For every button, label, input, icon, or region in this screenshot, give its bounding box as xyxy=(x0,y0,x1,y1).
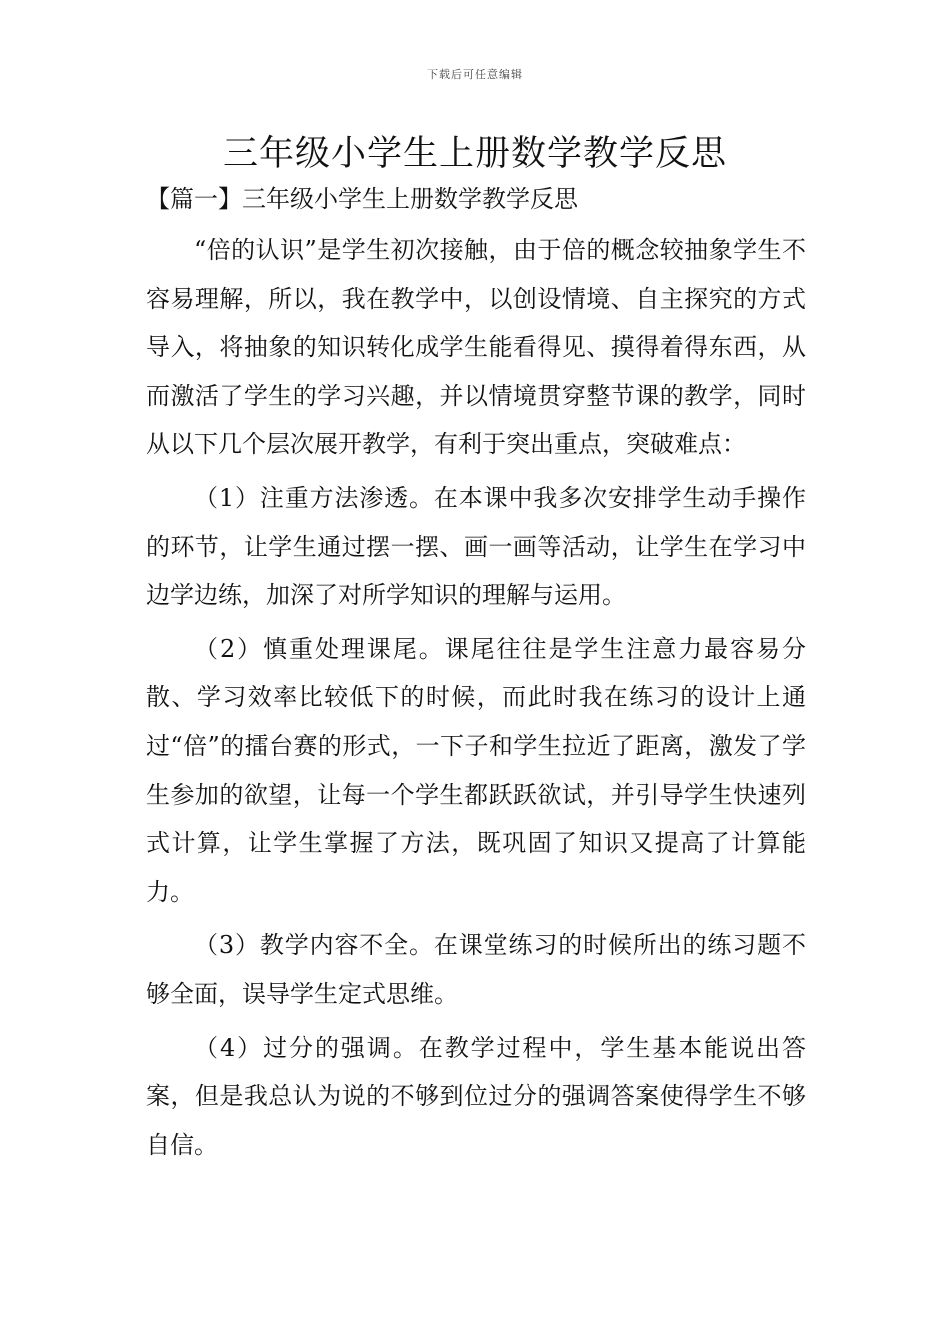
paragraph-point-3: （3）教学内容不全。在课堂练习的时候所出的练习题不够全面，误导学生定式思维。 xyxy=(146,931,806,1008)
document-title: 三年级小学生上册数学教学反思 xyxy=(222,134,727,174)
paragraph-point-1: （1）注重方法渗透。在本课中我多次安排学生动手操作的环节，让学生通过摆一摆、画一画等活动，让学生在学习中边学边练，加深了对所学知识的理解与运用。 xyxy=(146,483,806,610)
body-text xyxy=(146,226,806,1174)
section-heading: 【篇一】三年级小学生上册数学教学反思 xyxy=(146,185,578,213)
paragraph-point-2: （2）慎重处理课尾。课尾往往是学生注意力最容易分散、学习效率比较低下的时候，而此时我在练习的设计上通过“倍”的擂台赛的形式，一下子和学生拉近了距离，激发了学生参加的欲望，让每一个学生都跃跃欲试，并引导学生快速列式计算，让学生掌握了方法，既巩固了知识又提高了计算能力。 xyxy=(146,634,806,906)
paragraph-intro: “倍的认识”是学生初次接触，由于倍的概念较抽象学生不容易理解，所以，我在教学中，以创设情境、自主探究的方式导入，将抽象的知识转化成学生能看得见、摸得着得东西，从而激活了学生的学习兴趣，并以情境贯穿整节课的教学，同时从以下几个层次展开教学，有利于突出重点，突破难点： xyxy=(146,236,806,459)
paragraph-point-4: （4）过分的强调。在教学过程中，学生基本能说出答案，但是我总认为说的不够到位过分的强调答案使得学生不够自信。 xyxy=(146,1033,806,1159)
header-note: 下载后可任意编辑 xyxy=(427,68,523,81)
